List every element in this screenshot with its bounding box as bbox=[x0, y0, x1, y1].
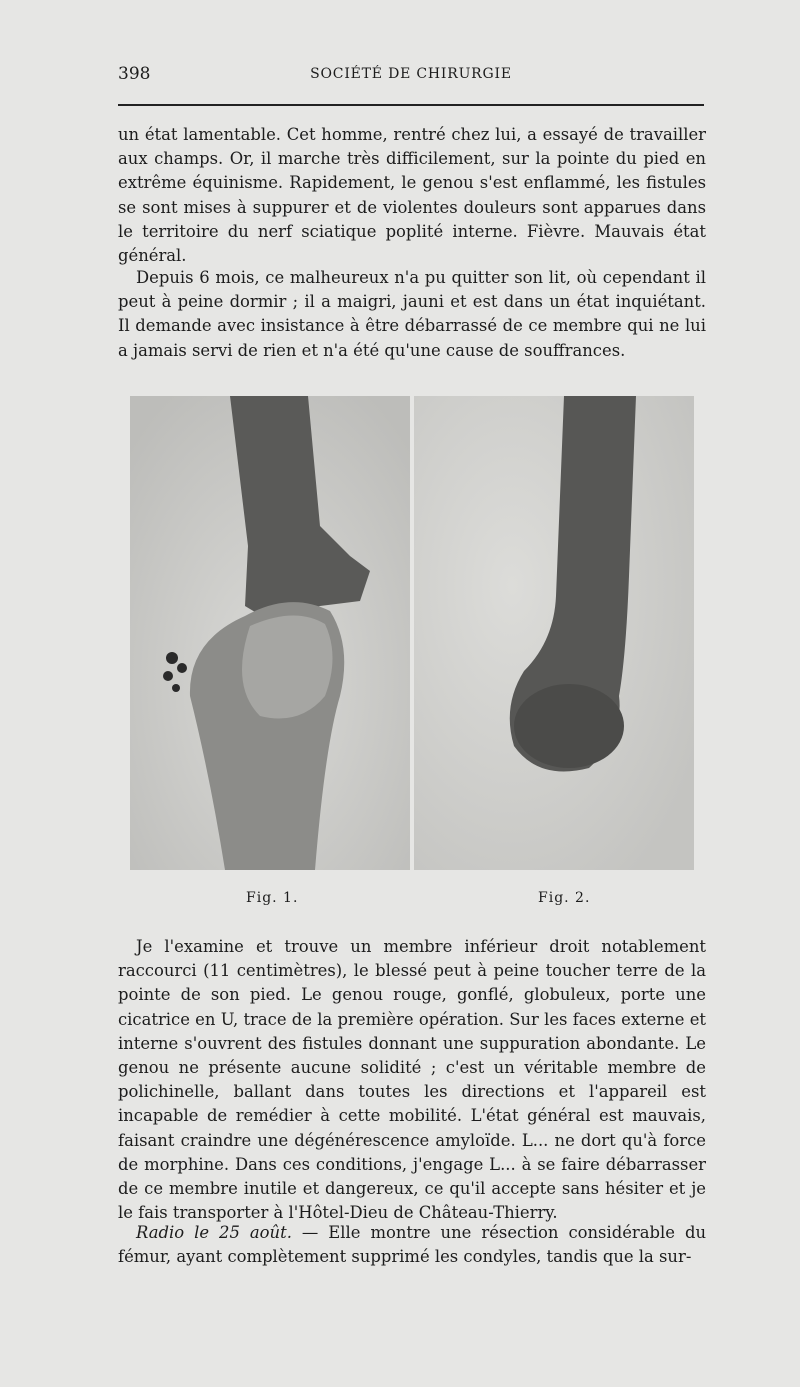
xray-knee-image bbox=[130, 396, 410, 870]
figure-1-caption: Fig. 1. bbox=[246, 890, 299, 906]
page-number: 398 bbox=[118, 64, 151, 84]
figure-2-caption: Fig. 2. bbox=[538, 890, 591, 906]
header-rule bbox=[118, 104, 704, 106]
page-header bbox=[118, 62, 704, 88]
running-title: SOCIÉTÉ DE CHIRURGIE bbox=[310, 66, 512, 82]
paragraph-4 bbox=[118, 1221, 706, 1269]
xray-femur-image bbox=[414, 396, 694, 870]
paragraph-1: un état lamentable. Cet homme, rentré chez lui, a essayé de travailler aux champs. Or, il marche très difficilement, sur la pointe du pied en extrême équinisme. Rapidement, le genou s'est enflammé, les fistules se sont mises à suppurer et de violentes douleurs sont apparues dans le territoire du nerf sciatique poplité interne. Fièvre. Mauvais état général. bbox=[118, 125, 706, 266]
xray-figure-1 bbox=[130, 396, 410, 870]
paragraph-4-text: — Elle montre une résection considérable du fémur, ayant complètement supprimé les condyles, tandis que la sur- bbox=[118, 1223, 707, 1267]
xray-figure-2 bbox=[414, 396, 694, 870]
paragraph-2: Depuis 6 mois, ce malheureux n'a pu quitter son lit, où cependant il peut à peine dormir ; il a maigri, jauni et est dans un état inquiétant. Il demande avec insistance à être débarrassé de ce membre qui ne lui a jamais servi de rien et n'a été qu'une cause de souffrances. bbox=[118, 268, 706, 360]
paragraph-3: Je l'examine et trouve un membre inférieur droit notablement raccourci (11 centimètres), le blessé peut à peine toucher terre de la pointe de son pied. Le genou rouge, gonflé, globuleux, porte une cicatrice en U, trace de la première opération. Sur les faces externe et interne s'ouvrent des fistules donnant une suppuration abondante. Le genou ne présente aucune solidité ; c'est un véritable membre de polichinelle, ballant dans toutes les directions et l'appareil est incapable de remédier à cette mobilité. L'état général est mauvais, faisant craindre une dégénérescence amyloïde. L... ne dort qu'à force de morphine. Dans ces conditions, j'engage L... à se faire débarrasser de ce membre inutile et dangereux, ce qu'il accepte sans hésiter et je le fais transporter à l'Hôtel-Dieu de Château-Thierry. bbox=[118, 937, 706, 1223]
radio-date-italic: Radio le 25 août. bbox=[136, 1223, 292, 1242]
